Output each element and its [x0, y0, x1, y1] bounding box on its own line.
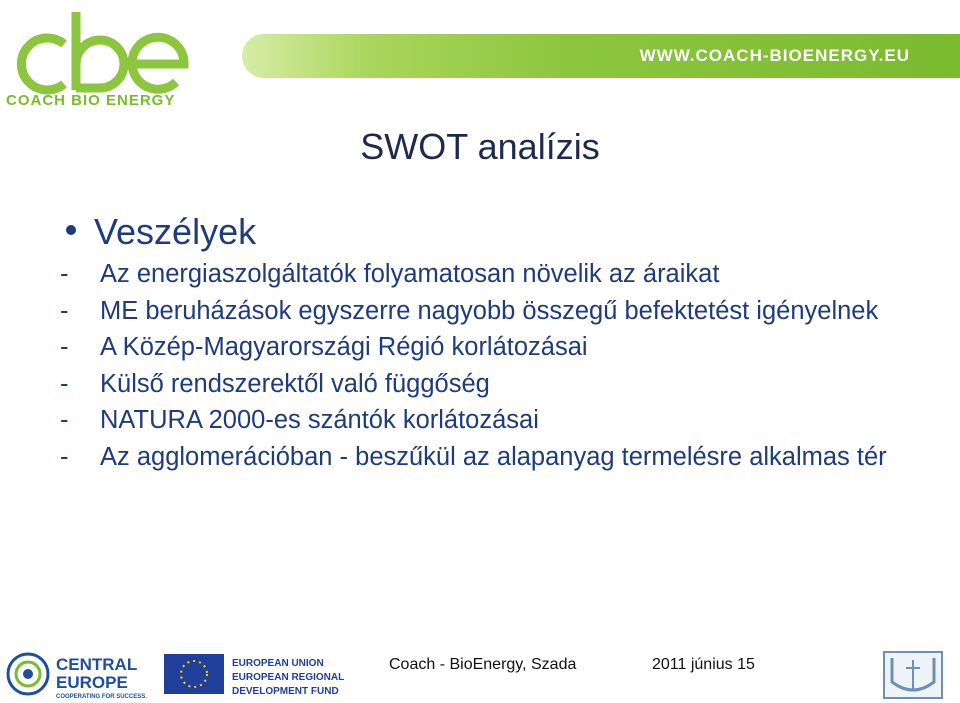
eu-line1: EUROPEAN UNION: [232, 658, 324, 669]
list-item-text: Az energiaszolgáltatók folyamatosan növelik az áraikat: [100, 260, 720, 288]
slide-title-text: SWOT analízis: [360, 126, 600, 167]
dash-marker: -: [60, 406, 69, 434]
central-europe-tagline: COOPERATING FOR SUCCESS.: [56, 694, 147, 700]
bullet-icon: [66, 225, 76, 235]
dash-marker: -: [60, 369, 69, 398]
list-item: [60, 256, 940, 293]
list-item-text: NATURA 2000-es szántók korlátozásai: [100, 406, 539, 434]
eu-flag-icon: [164, 654, 224, 694]
list-item: [60, 293, 940, 330]
list-item-text: ME beruházások egyszerre nagyobb összegű befektetést igényelnek: [100, 296, 879, 325]
central-europe-line2: EUROPE: [56, 673, 128, 692]
list-item-text: Külső rendszerektől való függőség: [100, 369, 490, 398]
dash-marker: -: [60, 260, 69, 288]
university-emblem-icon: [882, 650, 944, 700]
list-item: [60, 329, 940, 366]
eu-line3: DEVELOPMENT FUND: [232, 686, 339, 697]
central-europe-emblem-icon: [8, 654, 48, 694]
dash-marker: -: [60, 442, 69, 471]
slide-title: [0, 126, 960, 168]
threat-list: [60, 256, 940, 475]
section-heading: [66, 211, 256, 253]
heading-text: Veszélyek: [94, 211, 257, 252]
logo-text: COACH BIO ENERGY: [6, 92, 176, 109]
eu-line2: EUROPEAN REGIONAL: [232, 672, 345, 683]
website-url: WWW.COACH-BIOENERGY.EU: [639, 46, 910, 65]
list-item: [60, 402, 940, 439]
list-item: [60, 366, 940, 403]
dash-marker: -: [60, 296, 69, 325]
list-item-text: A Közép-Magyarországi Régió korlátozásai: [100, 333, 588, 361]
funding-logos: [4, 648, 345, 700]
list-item: [60, 439, 940, 476]
footer-text: Coach - BioEnergy, Szada: [389, 656, 577, 673]
footer-date: 2011 június 15: [652, 656, 755, 673]
dash-marker: -: [60, 333, 69, 361]
central-europe-line1: CENTRAL: [56, 655, 138, 674]
list-item-text: Az agglomerációban - beszűkül az alapanyag termelésre alkalmas tér: [100, 442, 887, 471]
